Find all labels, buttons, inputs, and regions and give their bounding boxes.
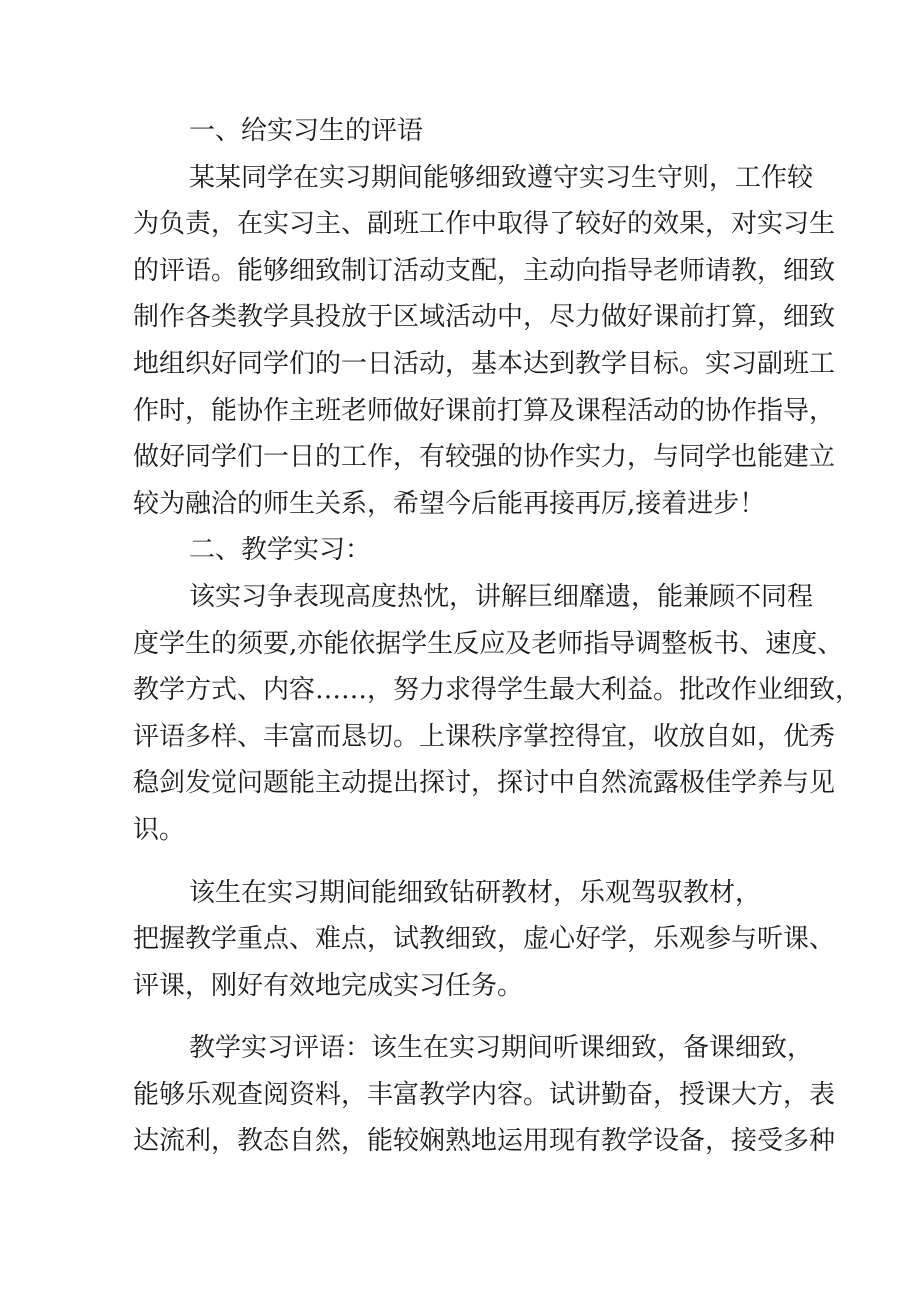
text-line: 做好同学们一日的工作，有较强的协作实力，与同学也能建立 [133,442,836,473]
section-heading-2: 二、教学实习： [189,535,372,566]
text-line: 达流利，教态自然，能较娴熟地运用现有教学设备，接受多种 [133,1126,836,1157]
text-line: 识。 [133,814,186,845]
paragraph-intern-comment [133,155,836,528]
text-line: 把握教学重点、难点，试教细致，虚心好学，乐观参与听课、 [133,924,836,955]
text-line: 的评语。能够细致制订活动支配，主动向指导老师请教，细致 [133,255,836,286]
paragraph-teaching-performance [133,574,862,854]
text-line: 作时，能协作主班老师做好课前打算及课程活动的协作指导， [133,395,836,426]
paragraph-spacer [133,1009,793,1025]
text-line: 某某同学在实习期间能够细致遵守实习生守则，工作较 [189,162,814,193]
text-line: 较为融洽的师生关系，希望今后能再接再厉,接着进步！ [133,488,766,519]
text-line: 稳剑发觉问题能主动提出探讨，探讨中自然流露极佳学养与见 [133,768,836,799]
text-line: 该生在实习期间能细致钻研教材，乐观驾驭教材， [189,877,762,908]
text-line: 教学方式、内容……，努力求得学生最大利益。批改作业细致， [133,675,862,706]
text-line: 制作各类教学具投放于区域活动中，尽力做好课前打算，细致 [133,302,836,333]
paragraph-spacer [133,854,793,870]
section-heading-1: 一、给实习生的评语 [189,116,424,146]
text-line: 为负责，在实习主、副班工作中取得了较好的效果，对实习生 [133,209,836,240]
text-line: 该实习争表现高度热忱，讲解巨细靡遗，能兼顾不同程 [189,581,814,612]
text-line: 能够乐观查阅资料，丰富教学内容。试讲勤奋，授课大方，表 [133,1079,836,1110]
paragraph-textbook-study [133,870,836,1010]
text-line: 度学生的须要,亦能依据学生反应及老师指导调整板书、速度、 [133,628,844,659]
text-line: 评课，刚好有效地完成实习任务。 [133,970,524,1001]
text-line: 教学实习评语：该生在实习期间听课细致，备课细致， [189,1033,814,1064]
text-line: 地组织好同学们的一日活动，基本达到教学目标。实习副班工 [133,348,836,379]
text-line: 评语多样、丰富而恳切。上课秩序掌控得宜，收放自如，优秀 [133,721,836,752]
document-body [133,108,862,1165]
paragraph-teaching-evaluation [133,1025,836,1165]
